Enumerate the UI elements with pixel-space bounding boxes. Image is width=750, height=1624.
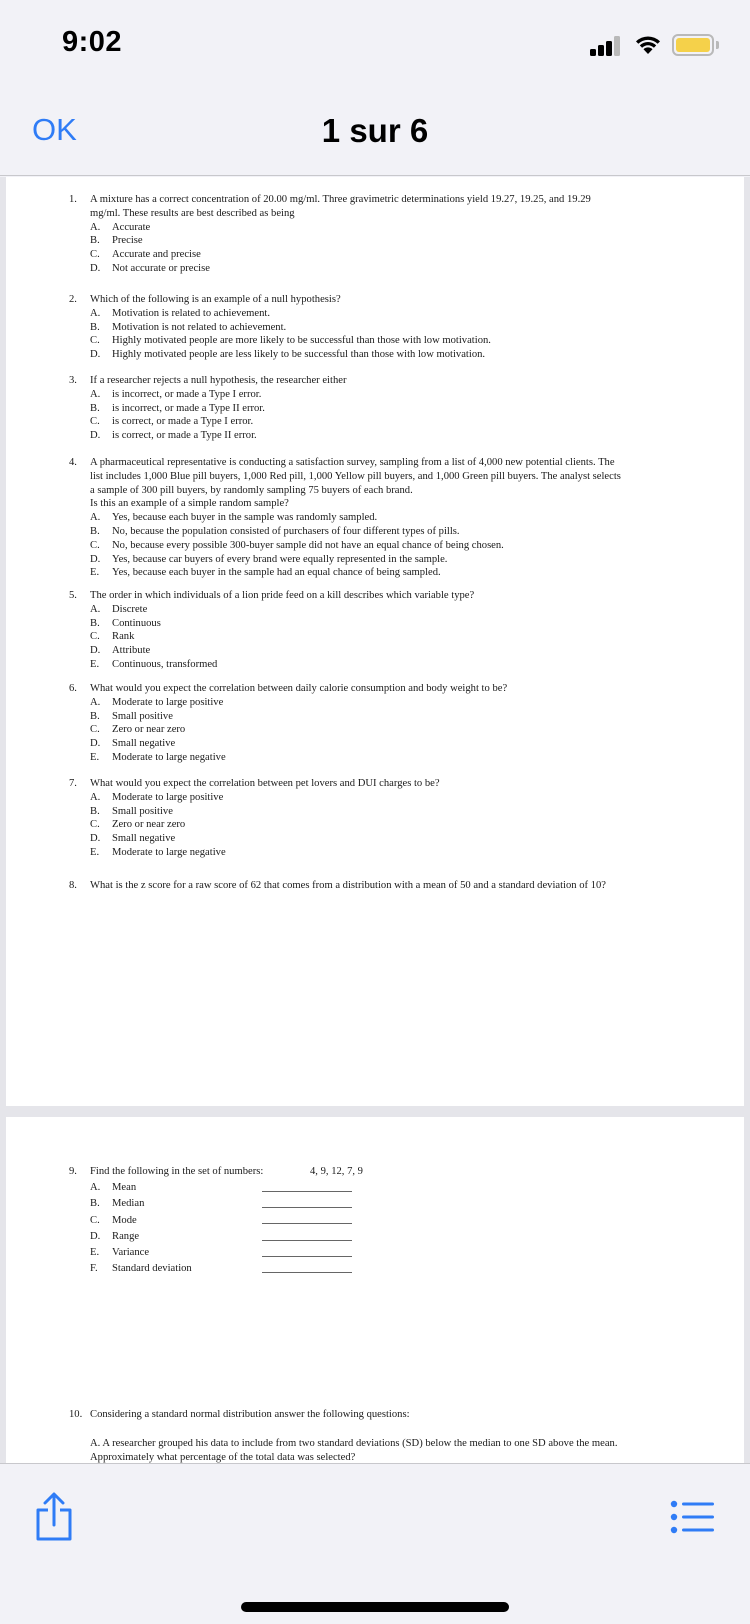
answer-blank-row xyxy=(69,1179,709,1195)
document-page-2 xyxy=(6,1117,744,1463)
question-number: 3. xyxy=(69,375,77,386)
home-indicator xyxy=(241,1602,509,1612)
question-3 xyxy=(69,374,709,443)
option-text: Highly motivated people are less likely to be successful than those with low motivation. xyxy=(112,349,486,361)
item-letter: D. xyxy=(90,1230,101,1242)
question-2 xyxy=(69,293,709,362)
answer-blank-line xyxy=(262,1223,352,1224)
option-text: Attribute xyxy=(112,645,151,657)
option-text: Yes, because each buyer in the sample had an equal chance of being sampled. xyxy=(112,567,441,579)
question-number: 4. xyxy=(69,457,77,468)
option-text: Small negative xyxy=(112,738,176,750)
option-text: Highly motivated people are more likely to be successful than those with low motivation. xyxy=(112,335,491,347)
item-letter: B. xyxy=(90,1198,100,1210)
answer-option xyxy=(69,617,709,631)
question-line: Which of the following is an example of a null hypothesis? xyxy=(90,294,341,305)
option-letter: B. xyxy=(90,235,100,247)
option-text: Motivation is related to achievement. xyxy=(112,307,270,319)
question-text xyxy=(90,374,709,388)
option-letter: A. xyxy=(90,221,101,233)
question-text xyxy=(90,879,709,893)
option-letter: D. xyxy=(90,349,101,361)
answer-option xyxy=(69,710,709,724)
option-text: Rank xyxy=(112,631,135,643)
question-10 xyxy=(69,1408,709,1463)
answer-option xyxy=(69,553,709,567)
option-letter: D. xyxy=(90,738,101,750)
answer-option xyxy=(69,429,709,443)
answer-option xyxy=(69,402,709,416)
answer-option xyxy=(69,539,709,553)
item-letter: E. xyxy=(90,1246,100,1258)
question-line: A mixture has a correct concentration of 20.00 mg/ml. Three gravimetric determinations yield 19.27, 19.25, and 19.29 xyxy=(90,194,591,205)
option-text: Precise xyxy=(112,235,143,247)
option-letter: C. xyxy=(90,539,100,551)
status-bar xyxy=(0,0,750,90)
answer-option xyxy=(69,603,709,617)
question-text xyxy=(90,777,709,791)
option-letter: A. xyxy=(90,512,101,524)
option-letter: B. xyxy=(90,617,100,629)
option-letter: C. xyxy=(90,335,100,347)
option-text: Motivation is not related to achievement. xyxy=(112,321,287,333)
option-text: Continuous xyxy=(112,617,161,629)
option-text: Continuous, transformed xyxy=(112,658,218,670)
option-letter: C. xyxy=(90,631,100,643)
option-text: Small positive xyxy=(112,710,173,722)
question-line: Is this an example of a simple random sample? xyxy=(90,498,289,510)
question-7 xyxy=(69,777,709,860)
answer-blank-line xyxy=(262,1240,352,1241)
answer-option xyxy=(69,307,709,321)
bottom-toolbar xyxy=(0,1463,750,1624)
share-icon[interactable] xyxy=(34,1492,74,1542)
answer-option xyxy=(69,723,709,737)
question-text xyxy=(90,589,709,603)
answer-option xyxy=(69,751,709,765)
option-text: Moderate to large negative xyxy=(112,751,226,763)
answer-option xyxy=(69,791,709,805)
option-text: Accurate xyxy=(112,221,151,233)
option-letter: D. xyxy=(90,430,101,442)
answer-option xyxy=(69,262,709,276)
question-5 xyxy=(69,589,709,672)
question-number: 8. xyxy=(69,880,77,891)
ok-button[interactable]: OK xyxy=(32,112,77,147)
answer-option xyxy=(69,248,709,262)
battery-icon xyxy=(672,34,714,56)
option-letter: B. xyxy=(90,805,100,817)
option-letter: B. xyxy=(90,402,100,414)
question-line: If a researcher rejects a null hypothesis, the researcher either xyxy=(90,375,347,386)
answer-option xyxy=(69,221,709,235)
answer-option xyxy=(69,818,709,832)
option-letter: D. xyxy=(90,645,101,657)
answer-option xyxy=(69,348,709,362)
option-text: is correct, or made a Type I error. xyxy=(112,416,254,428)
answer-blank-row xyxy=(69,1244,709,1260)
question-line: A pharmaceutical representative is conducting a satisfaction survey, sampling from a list of 4,000 new potential clients. The xyxy=(90,457,615,468)
answer-option xyxy=(69,511,709,525)
answer-option xyxy=(69,388,709,402)
question-1 xyxy=(69,193,709,276)
option-letter: C. xyxy=(90,249,100,261)
question-8 xyxy=(69,879,709,893)
question-text xyxy=(90,293,709,307)
answer-option xyxy=(69,234,709,248)
answer-option xyxy=(69,832,709,846)
answer-option xyxy=(69,630,709,644)
question-10-part-a-line: Approximately what percentage of the total data was selected? xyxy=(90,1451,356,1463)
answer-blank-row xyxy=(69,1227,709,1243)
answer-option xyxy=(69,415,709,429)
option-text: Moderate to large positive xyxy=(112,791,224,803)
question-number: 1. xyxy=(69,194,77,205)
question-line: What would you expect the correlation between pet lovers and DUI charges to be? xyxy=(90,778,440,789)
option-letter: D. xyxy=(90,553,101,565)
answer-option xyxy=(69,321,709,335)
answer-option xyxy=(69,737,709,751)
option-text: is incorrect, or made a Type II error. xyxy=(112,402,265,414)
question-text xyxy=(90,193,709,221)
question-line: What would you expect the correlation between daily calorie consumption and body weight to be? xyxy=(90,683,508,694)
option-letter: A. xyxy=(90,696,101,708)
option-text: Zero or near zero xyxy=(112,724,186,736)
answer-option xyxy=(69,525,709,539)
nav-bar xyxy=(0,90,750,176)
question-text: Find the following in the set of numbers: xyxy=(90,1166,264,1177)
option-letter: E. xyxy=(90,846,100,858)
wifi-icon xyxy=(634,33,662,55)
answer-option xyxy=(69,334,709,348)
question-line: The order in which individuals of a lion pride feed on a kill describes which variable type? xyxy=(90,590,475,601)
answer-blank-line xyxy=(262,1272,352,1273)
question-number: 10. xyxy=(69,1409,83,1420)
answer-option xyxy=(69,658,709,672)
option-letter: B. xyxy=(90,525,100,537)
question-line: list includes 1,000 Blue pill buyers, 1,000 Red pill, 1,000 Yellow pill buyers, and 1,000 Green pill buyers. The analyst selects xyxy=(90,470,621,482)
answer-blank-row xyxy=(69,1260,709,1276)
item-letter: F. xyxy=(90,1263,98,1275)
item-text: Range xyxy=(112,1230,140,1242)
option-text: No, because the population consisted of purchasers of four different types of pills. xyxy=(112,525,460,537)
option-letter: A. xyxy=(90,791,101,803)
option-letter: A. xyxy=(90,388,101,400)
question-6 xyxy=(69,682,709,765)
answer-blank-line xyxy=(262,1207,352,1208)
option-letter: C. xyxy=(90,724,100,736)
item-text: Median xyxy=(112,1198,145,1210)
answer-option xyxy=(69,644,709,658)
question-text xyxy=(90,682,709,696)
question-line: a sample of 300 pill buyers, by randomly sampling 75 buyers of each brand. xyxy=(90,484,413,496)
answer-option xyxy=(69,846,709,860)
item-text: Mean xyxy=(112,1182,137,1194)
question-4 xyxy=(69,456,709,580)
question-10-part-a-line: A. A researcher grouped his data to include from two standard deviations (SD) below the median to one SD above the mean. xyxy=(90,1437,618,1449)
item-letter: A. xyxy=(90,1182,101,1194)
item-text: Variance xyxy=(112,1246,150,1258)
option-text: Accurate and precise xyxy=(112,249,201,261)
option-text: is incorrect, or made a Type I error. xyxy=(112,388,262,400)
question-text xyxy=(90,456,709,511)
answer-blank-row xyxy=(69,1211,709,1227)
option-text: Moderate to large negative xyxy=(112,846,226,858)
option-text: Yes, because car buyers of every brand were equally represented in the sample. xyxy=(112,553,448,565)
question-9 xyxy=(69,1165,709,1276)
item-letter: C. xyxy=(90,1214,100,1226)
question-number: 2. xyxy=(69,294,77,305)
question-line: mg/ml. These results are best described as being xyxy=(90,207,295,219)
option-letter: C. xyxy=(90,416,100,428)
option-letter: E. xyxy=(90,751,100,763)
item-text: Mode xyxy=(112,1214,137,1226)
battery-cap xyxy=(716,41,719,49)
list-icon[interactable] xyxy=(670,1500,716,1534)
answer-blank-row xyxy=(69,1195,709,1211)
option-letter: E. xyxy=(90,658,100,670)
option-text: is correct, or made a Type II error. xyxy=(112,430,257,442)
option-text: Not accurate or precise xyxy=(112,262,210,274)
status-time: 9:02 xyxy=(62,26,123,58)
option-text: Yes, because each buyer in the sample was randomly sampled. xyxy=(112,512,378,524)
option-text: Small positive xyxy=(112,805,173,817)
answer-blank-line xyxy=(262,1256,352,1257)
item-text: Standard deviation xyxy=(112,1263,192,1275)
document-viewport[interactable] xyxy=(0,177,750,1463)
option-letter: A. xyxy=(90,603,101,615)
answer-option xyxy=(69,805,709,819)
option-letter: D. xyxy=(90,833,101,845)
option-letter: B. xyxy=(90,321,100,333)
option-letter: E. xyxy=(90,567,100,579)
answer-option xyxy=(69,696,709,710)
option-letter: C. xyxy=(90,819,100,831)
page-indicator: 1 sur 6 xyxy=(321,112,429,149)
option-text: No, because every possible 300-buyer sample did not have an equal chance of being chosen. xyxy=(112,539,504,551)
option-text: Small negative xyxy=(112,833,176,845)
option-text: Discrete xyxy=(112,603,148,615)
question-number: 9. xyxy=(69,1166,77,1177)
question-number: 6. xyxy=(69,683,77,694)
answer-blank-line xyxy=(262,1191,352,1192)
option-letter: A. xyxy=(90,307,101,319)
number-set: 4, 9, 12, 7, 9 xyxy=(310,1166,363,1177)
option-text: Zero or near zero xyxy=(112,819,186,831)
option-letter: D. xyxy=(90,262,101,274)
answer-option xyxy=(69,566,709,580)
option-letter: B. xyxy=(90,710,100,722)
document-page-1 xyxy=(6,177,744,1106)
question-number: 5. xyxy=(69,590,77,601)
question-text: Considering a standard normal distribution answer the following questions: xyxy=(90,1409,410,1420)
option-text: Moderate to large positive xyxy=(112,696,224,708)
question-line: What is the z score for a raw score of 62 that comes from a distribution with a mean of 50 and a standard deviation of 10? xyxy=(90,880,606,891)
question-number: 7. xyxy=(69,778,77,789)
signal-icon xyxy=(590,36,624,56)
